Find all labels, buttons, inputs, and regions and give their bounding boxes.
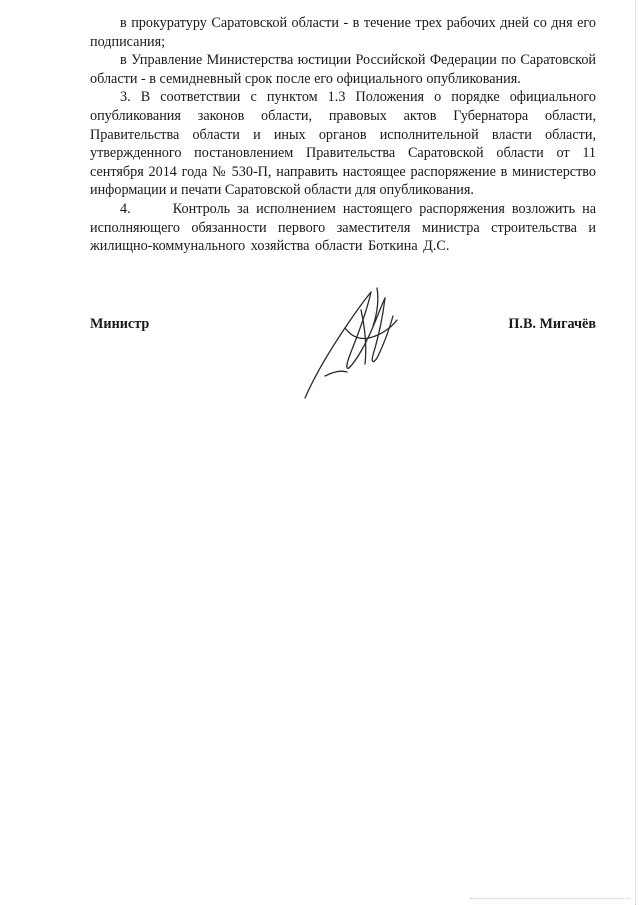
scan-edge-bottom [470, 897, 630, 899]
paragraph-item-3: 3. В соответствии с пунктом 1.3 Положения о порядке официального опубликования законов области, правовых актов Губернатора области, Правительства области и иных органов исполнительной власти области, утвержденного постановлением Правительства Саратовской области от 11 сентября 2014 года № 530-П, направить настоящее распоряжение в министерство информации и печати Саратовской области для опубликования. [90, 89, 596, 199]
signatory-title: Министр [90, 316, 150, 332]
paragraph-justice-ministry: в Управление Министерства юстиции Российской Федерации по Саратовской области - в семидневный срок после его официального опубликования. [90, 52, 596, 87]
handwritten-signature [285, 280, 425, 405]
paragraph-item-4: 4. Контроль за исполнением настоящего распоряжения возложить на исполняющего обязанности первого заместителя министра строительства и жилищно-коммунального хозяйства области Боткина Д.С. [90, 200, 596, 255]
document-body [90, 14, 596, 256]
signatory-name: П.В. Мигачёв [508, 316, 596, 332]
scan-edge-right [634, 0, 636, 905]
paragraph-prosecutor: в прокуратуру Саратовской области - в течение трех рабочих дней со дня его подписания; [90, 15, 596, 50]
